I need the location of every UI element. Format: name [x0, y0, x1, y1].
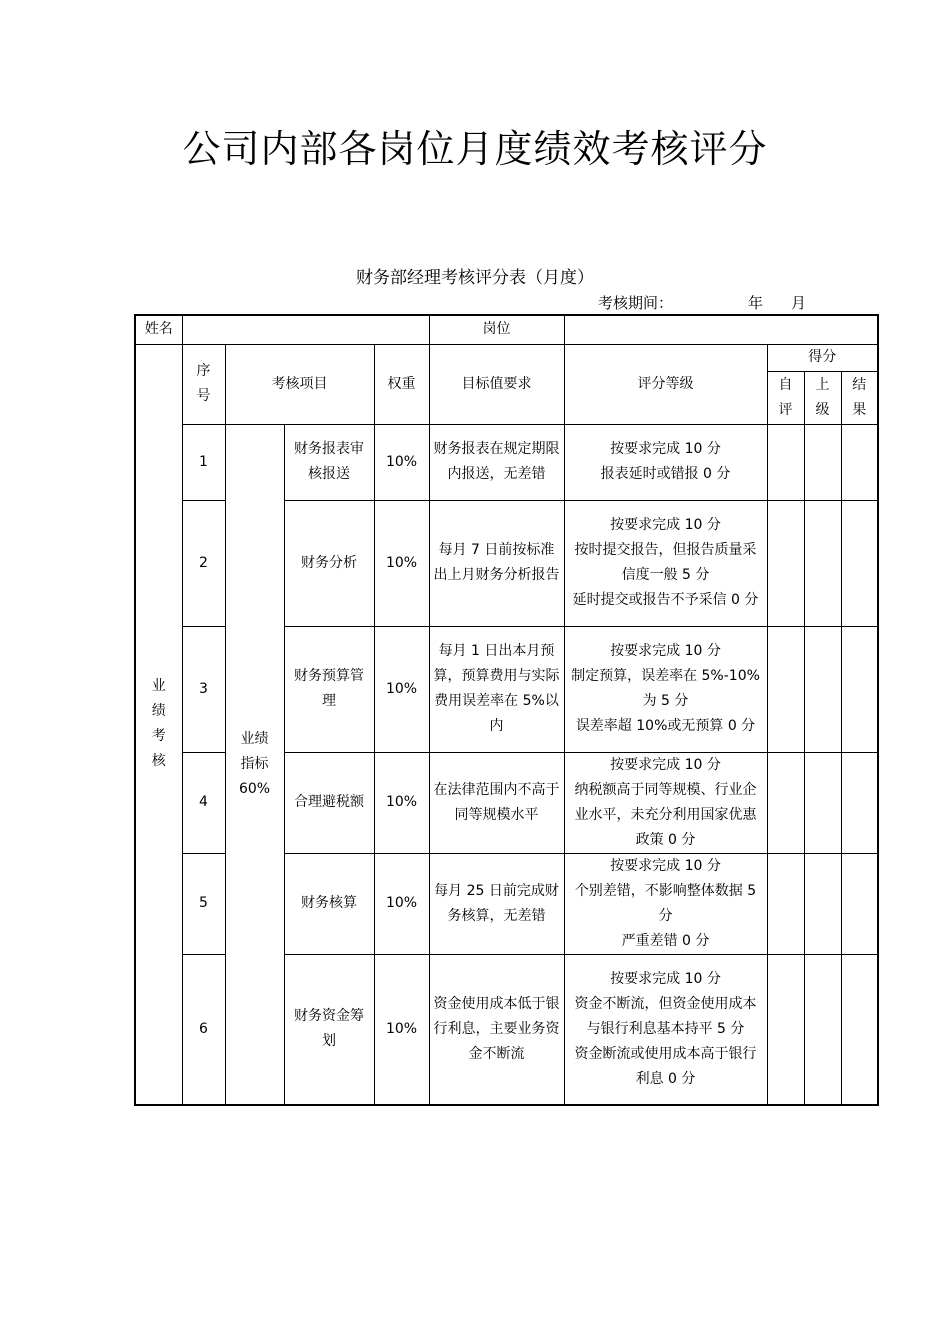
- row-weight: 10%: [374, 954, 429, 1105]
- grade-line: 按要求完成 10 分: [610, 756, 721, 773]
- row-target: 财务报表在规定期限内报送，无差错: [429, 424, 564, 500]
- row-seq: 4: [182, 752, 225, 853]
- col-header-grade: 评分等级: [564, 344, 767, 424]
- row-target: 每月 25 日前完成财务核算，无差错: [429, 853, 564, 954]
- grade-line: 按要求完成 10 分: [610, 857, 721, 874]
- row-weight: 10%: [374, 853, 429, 954]
- info-row: [135, 315, 878, 344]
- superior-score-cell[interactable]: [804, 853, 841, 954]
- grade-line: 延时提交或报告不予采信 0 分: [572, 592, 759, 608]
- grade-line: 按要求完成 10 分: [610, 970, 721, 987]
- position-label: 岗位: [429, 315, 564, 344]
- row-grade: [564, 626, 767, 752]
- grade-line: 误差率超 10%或无预算 0 分: [575, 718, 756, 734]
- grade-line: 按要求完成 10 分: [610, 643, 721, 659]
- row-item: 合理避税额: [284, 752, 374, 853]
- self-score-cell[interactable]: [767, 954, 804, 1105]
- result-score-cell[interactable]: [841, 626, 878, 752]
- row-grade: [564, 424, 767, 500]
- grade-line: 按时提交报告，但报告质量采信度一般 5 分: [574, 542, 757, 583]
- name-field[interactable]: [182, 315, 429, 344]
- grade-line: 按要求完成 10 分: [610, 517, 721, 533]
- position-field[interactable]: [564, 315, 878, 344]
- row-item: 财务分析: [284, 500, 374, 626]
- col-header-seq: 序号: [182, 344, 225, 424]
- row-grade: [564, 853, 767, 954]
- self-score-cell[interactable]: [767, 752, 804, 853]
- self-score-cell[interactable]: [767, 626, 804, 752]
- superior-score-cell[interactable]: [804, 424, 841, 500]
- row-grade: [564, 752, 767, 853]
- row-seq: 3: [182, 626, 225, 752]
- row-seq: 1: [182, 424, 225, 500]
- column-header-row: [135, 344, 878, 371]
- col-header-item: 考核项目: [225, 344, 374, 424]
- col-header-weight: 权重: [374, 344, 429, 424]
- col-header-superior: 上级: [804, 371, 841, 424]
- grade-line: 严重差错 0 分: [621, 932, 710, 949]
- indicator-cell: [225, 424, 284, 1105]
- row-target: 每月 1 日出本月预算，预算费用与实际费用误差率在 5%以内: [429, 626, 564, 752]
- row-grade: [564, 954, 767, 1105]
- row-weight: 10%: [374, 626, 429, 752]
- row-weight: 10%: [374, 500, 429, 626]
- category-cell: [135, 344, 182, 1105]
- superior-score-cell[interactable]: [804, 626, 841, 752]
- grade-line: 资金断流或使用成本高于银行利息 0 分: [574, 1045, 757, 1087]
- grade-line: 资金不断流，但资金使用成本与银行利息基本持平 5 分: [574, 995, 757, 1037]
- row-item: 财务预算管理: [284, 626, 374, 752]
- period-year-label: 年: [748, 294, 764, 312]
- period-label: 考核期间：: [598, 294, 674, 312]
- result-score-cell[interactable]: [841, 500, 878, 626]
- table-row: [135, 424, 878, 500]
- row-item: 财务核算: [284, 853, 374, 954]
- col-header-target: 目标值要求: [429, 344, 564, 424]
- row-weight: 10%: [374, 752, 429, 853]
- row-item: 财务报表审核报送: [284, 424, 374, 500]
- self-score-cell[interactable]: [767, 424, 804, 500]
- self-score-cell[interactable]: [767, 500, 804, 626]
- result-score-cell[interactable]: [841, 424, 878, 500]
- row-target: 在法律范围内不高于同等规模水平: [429, 752, 564, 853]
- col-header-result: 结果: [841, 371, 878, 424]
- superior-score-cell[interactable]: [804, 752, 841, 853]
- evaluation-table: [134, 314, 879, 1106]
- col-header-self: 自评: [767, 371, 804, 424]
- row-item: 财务资金筹划: [284, 954, 374, 1105]
- grade-line: 个别差错，不影响整体数据 5 分: [574, 882, 757, 924]
- row-grade: [564, 500, 767, 626]
- table-subtitle: 财务部经理考核评分表（月度）: [356, 268, 594, 288]
- row-target: 资金使用成本低于银行利息，主要业务资金不断流: [429, 954, 564, 1105]
- result-score-cell[interactable]: [841, 954, 878, 1105]
- grade-line: 报表延时或错报 0 分: [600, 466, 731, 482]
- superior-score-cell[interactable]: [804, 500, 841, 626]
- row-seq: 6: [182, 954, 225, 1105]
- row-seq: 5: [182, 853, 225, 954]
- category-label: 业绩考核: [151, 678, 166, 770]
- result-score-cell[interactable]: [841, 853, 878, 954]
- name-label: 姓名: [135, 315, 182, 344]
- superior-score-cell[interactable]: [804, 954, 841, 1105]
- row-seq: 2: [182, 500, 225, 626]
- col-header-score: 得分: [767, 344, 878, 371]
- document-title: 公司内部各岗位月度绩效考核评分: [182, 127, 768, 171]
- row-target: 每月 7 日前按标准出上月财务分析报告: [429, 500, 564, 626]
- grade-line: 按要求完成 10 分: [610, 441, 721, 457]
- period-month-label: 月: [791, 294, 807, 312]
- grade-line: 制定预算，误差率在 5%-10%为 5 分: [571, 668, 760, 709]
- indicator-label: 业绩指标60%: [238, 730, 271, 797]
- result-score-cell[interactable]: [841, 752, 878, 853]
- self-score-cell[interactable]: [767, 853, 804, 954]
- row-weight: 10%: [374, 424, 429, 500]
- grade-line: 纳税额高于同等规模、行业企业水平，未充分利用国家优惠政策 0 分: [574, 781, 757, 848]
